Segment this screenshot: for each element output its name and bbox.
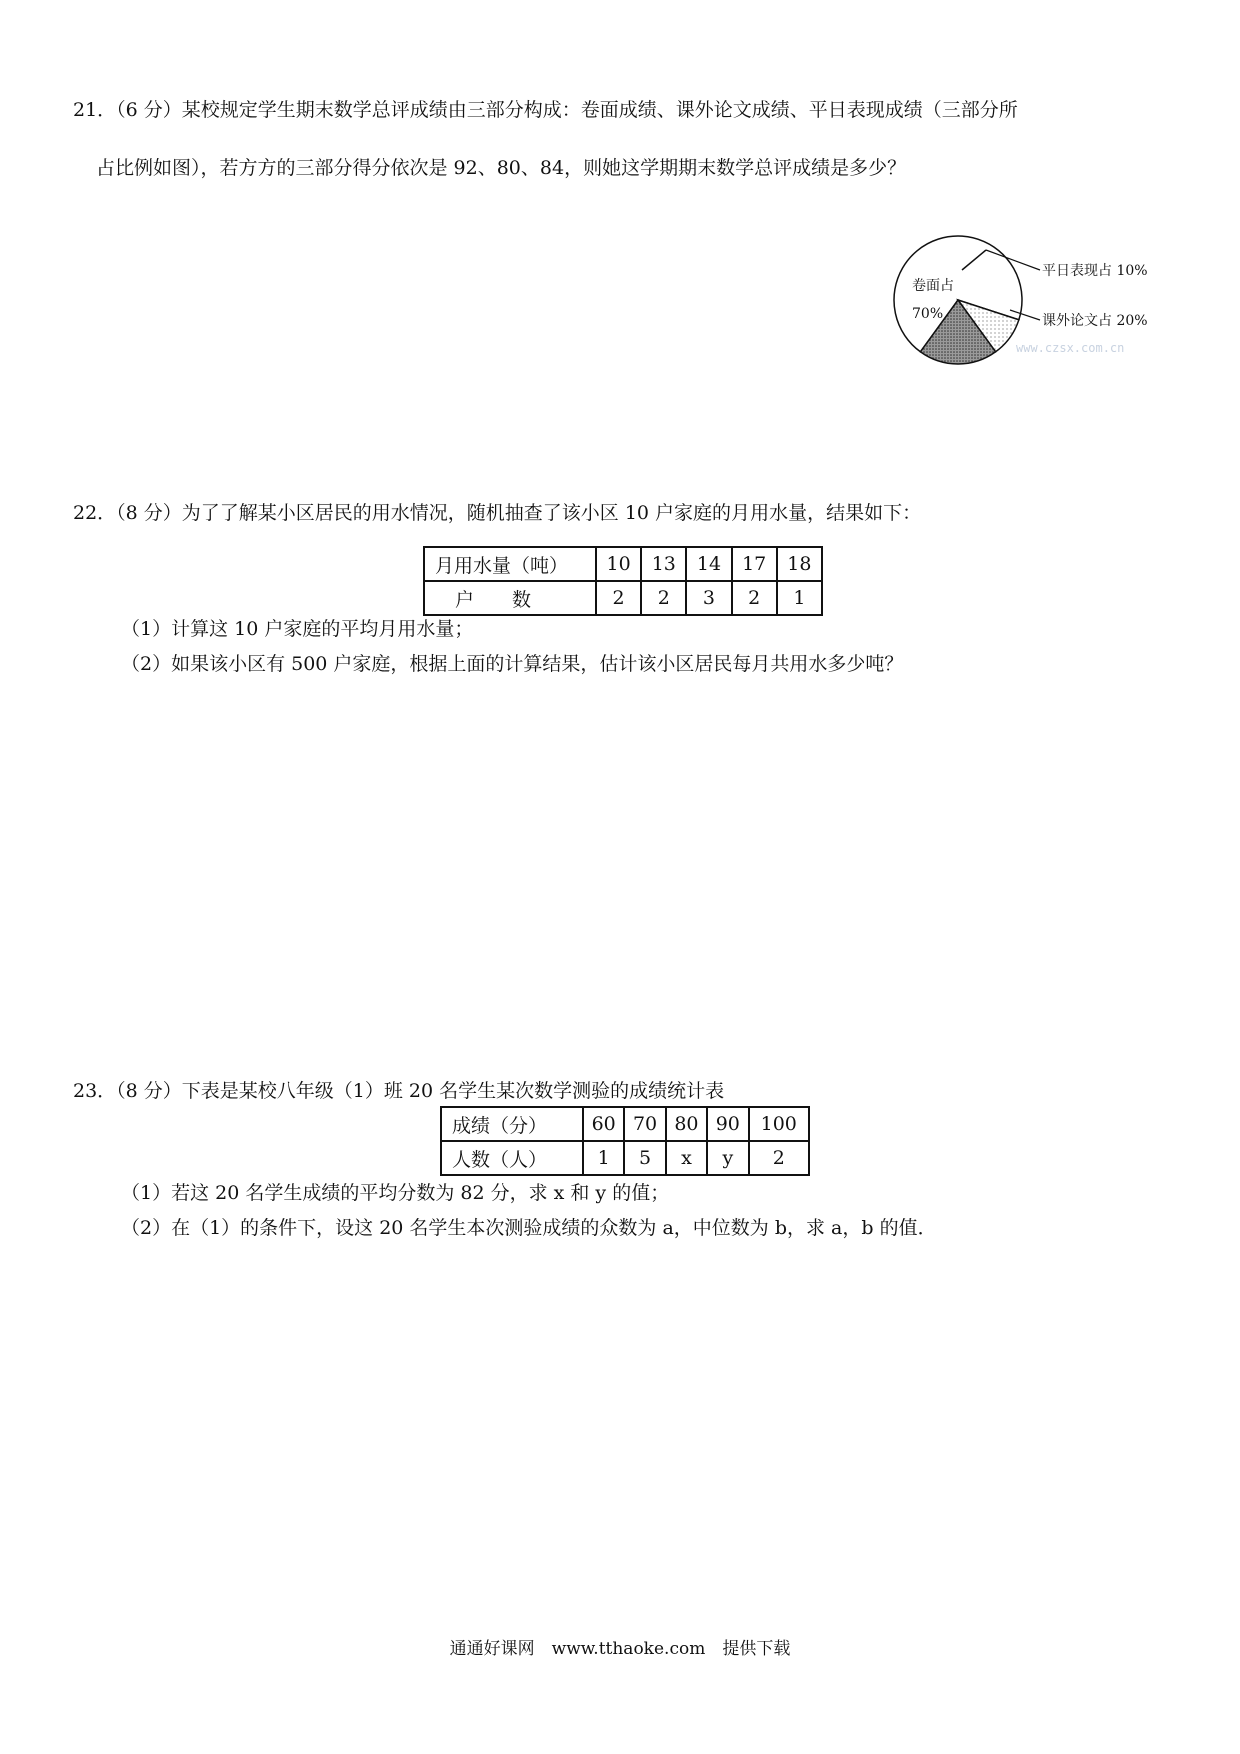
table-cell: 14 <box>686 547 731 581</box>
table-cell: x <box>666 1141 707 1175</box>
table-cell: 17 <box>732 547 777 581</box>
table-cell: 100 <box>749 1107 810 1141</box>
pie-slices <box>894 236 1022 364</box>
slice-label-daily: 平日表现占 10% <box>1042 263 1148 279</box>
table-cell: 70 <box>624 1107 665 1141</box>
q23-intro: 23．（8 分）下表是某校八年级（1）班 20 名学生某次数学测验的成绩统计表 <box>73 1080 725 1102</box>
table-cell: 60 <box>583 1107 624 1141</box>
table-row <box>424 581 822 615</box>
pie-chart <box>890 228 1190 388</box>
slice-label-exam-top: 卷面占 <box>912 278 954 294</box>
table-cell: 2 <box>641 581 686 615</box>
q22-intro: 22．（8 分）为了了解某小区居民的用水情况，随机抽查了该小区 10 户家庭的月用水量，结果如下： <box>73 502 922 524</box>
table-header-cell: 户 数 <box>424 581 596 615</box>
table-row <box>424 547 822 581</box>
q22-table <box>423 546 823 616</box>
q22-sub2: （2）如果该小区有 500 户家庭，根据上面的计算结果，估计该小区居民每月共用水多少吨？ <box>121 653 904 675</box>
table-cell: 2 <box>732 581 777 615</box>
table-cell: y <box>707 1141 748 1175</box>
q22-sub1: （1）计算这 10 户家庭的平均月用水量； <box>121 618 474 640</box>
slice-label-exam-bottom: 70% <box>912 306 944 322</box>
slice-label-essay: 课外论文占 20% <box>1042 313 1148 329</box>
page-footer: 通通好课网 www.tthaoke.com 提供下载 <box>449 1639 791 1659</box>
table-cell: 18 <box>777 547 822 581</box>
table-cell: 5 <box>624 1141 665 1175</box>
watermark: www.czsx.com.cn <box>1016 341 1125 355</box>
q23-sub1: （1）若这 20 名学生成绩的平均分数为 82 分，求 x 和 y 的值； <box>121 1182 670 1204</box>
table-header-cell: 成绩（分） <box>441 1107 583 1141</box>
table-cell: 10 <box>596 547 641 581</box>
table-row <box>441 1107 809 1141</box>
q23-sub2: （2）在（1）的条件下，设这 20 名学生本次测验成绩的众数为 a，中位数为 b，求 a，b 的值． <box>121 1217 937 1239</box>
q21-line1: 21．（6 分）某校规定学生期末数学总评成绩由三部分构成：卷面成绩、课外论文成绩、平日表现成绩（三部分所 <box>73 99 1018 121</box>
table-header-cell: 人数（人） <box>441 1141 583 1175</box>
q23-table <box>440 1106 810 1176</box>
q21-line2: 占比例如图），若方方的三部分得分依次是 92、80、84，则她这学期期末数学总评成绩是多少？ <box>96 157 907 179</box>
table-header-cell: 月用水量（吨） <box>424 547 596 581</box>
table-cell: 2 <box>749 1141 810 1175</box>
table-cell: 3 <box>686 581 731 615</box>
table-row <box>441 1141 809 1175</box>
table-cell: 80 <box>666 1107 707 1141</box>
table-cell: 1 <box>777 581 822 615</box>
table-cell: 90 <box>707 1107 748 1141</box>
table-cell: 2 <box>596 581 641 615</box>
table-cell: 13 <box>641 547 686 581</box>
table-cell: 1 <box>583 1141 624 1175</box>
